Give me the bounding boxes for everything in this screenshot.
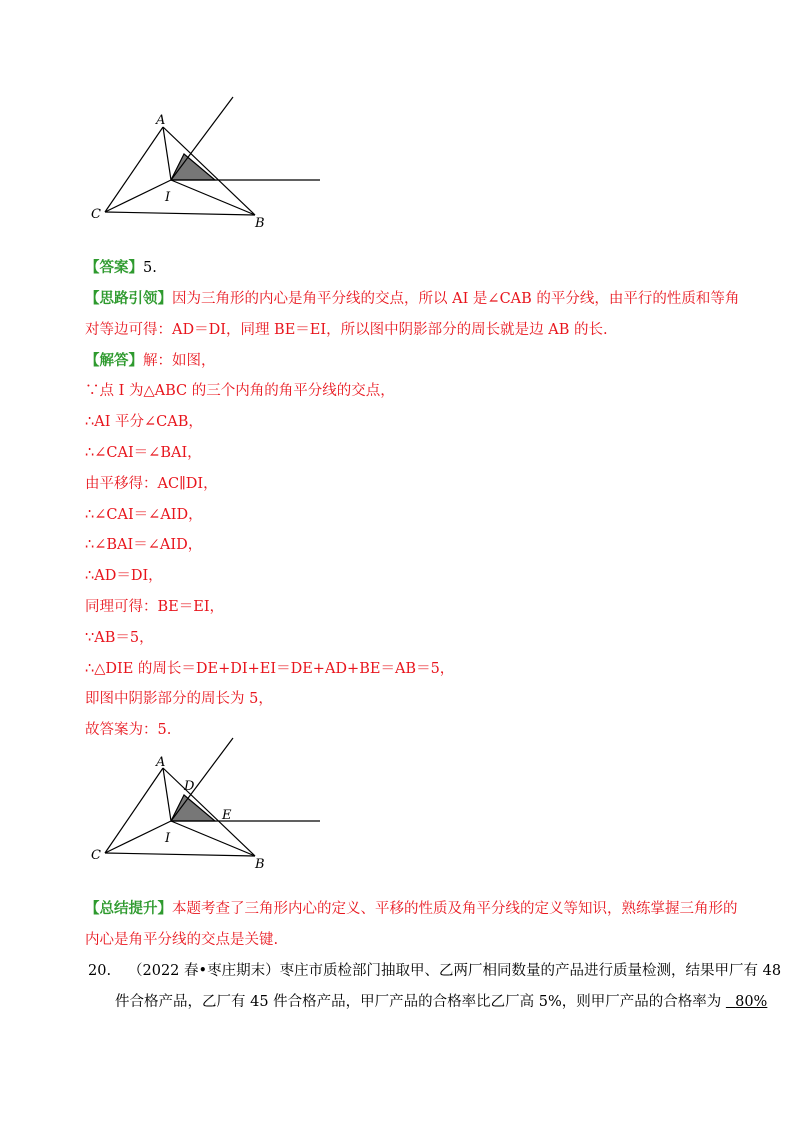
solution-step: 同理可得：BE＝EI， <box>85 599 225 615</box>
label-d: D <box>184 779 195 794</box>
answer-line <box>85 258 157 278</box>
shaded-triangle <box>171 154 215 180</box>
question-20-line-2 <box>115 992 767 1012</box>
solution-step: 即图中阴影部分的周长为 5， <box>85 691 273 707</box>
summary-tag: 【总结提升】 <box>85 900 172 917</box>
solution-step: ∵AB＝5， <box>85 630 154 646</box>
question-text-2: 件合格产品，乙厂有 45 件合格产品，甲厂产品的合格率比乙厂高 5%，则甲厂产品的合格率为 <box>115 994 722 1010</box>
summary-line-2: 内心是角平分线的交点是关键. <box>85 932 279 948</box>
hint-tag: 【思路引领】 <box>85 290 172 307</box>
solution-intro: 解：如图， <box>143 353 216 369</box>
question-number: 20. <box>88 963 112 979</box>
solution-step: ∴△DIE 的周长＝DE+DI+EI＝DE+AD+BE＝AB＝5， <box>85 661 455 677</box>
summary-text-1: 本题考查了三角形内心的定义、平移的性质及角平分线的定义等知识，熟练掌握三角形的 <box>172 901 738 917</box>
label-i: I <box>165 831 171 846</box>
label-c: C <box>91 207 101 222</box>
label-c: C <box>91 848 101 863</box>
triangle-figure-1 <box>85 92 335 232</box>
triangle-figure-2 <box>85 733 335 873</box>
label-i: I <box>165 190 171 205</box>
label-b: B <box>255 216 265 231</box>
question-answer <box>726 994 767 1010</box>
question-answer-value: 80% <box>735 994 768 1010</box>
answer-text: 5. <box>143 260 157 276</box>
label-e: E <box>222 808 232 823</box>
shaded-triangle-die <box>171 795 215 821</box>
solution-step: ∴∠CAI＝∠AID， <box>85 507 203 523</box>
answer-tag: 【答案】 <box>85 259 143 276</box>
solution-step: ∴∠BAI＝∠AID， <box>85 537 203 553</box>
hint-line-2: 对等边可得：AD＝DI，同理 BE＝EI，所以图中阴影部分的周长就是边 AB 的长. <box>85 322 608 338</box>
summary-line-1 <box>85 899 738 919</box>
solution-tag: 【解答】 <box>85 352 143 369</box>
label-a: A <box>156 755 166 770</box>
solution-step: 由平移得：AC∥DI， <box>85 476 218 492</box>
question-text-1: （2022 春•枣庄期末）枣庄市质检部门抽取甲、乙两厂相同数量的产品进行质量检测，结果甲厂有 48 <box>128 963 782 979</box>
hint-line-1 <box>85 289 739 309</box>
solution-step: ∵点 I 为△ABC 的三个内角的角平分线的交点， <box>85 383 395 399</box>
hint-text-1: 因为三角形的内心是角平分线的交点，所以 AI 是∠CAB 的平分线，由平行的性质和等角 <box>172 291 740 307</box>
question-20-line-1 <box>88 961 781 981</box>
solution-step: ∴AI 平分∠CAB， <box>85 414 203 430</box>
solution-intro-line <box>85 351 216 371</box>
label-a: A <box>156 113 166 128</box>
solution-step: ∴AD＝DI， <box>85 568 163 584</box>
label-b: B <box>255 857 265 872</box>
solution-step: ∴∠CAI＝∠BAI， <box>85 445 202 461</box>
solution-step: 故答案为：5. <box>85 722 172 738</box>
